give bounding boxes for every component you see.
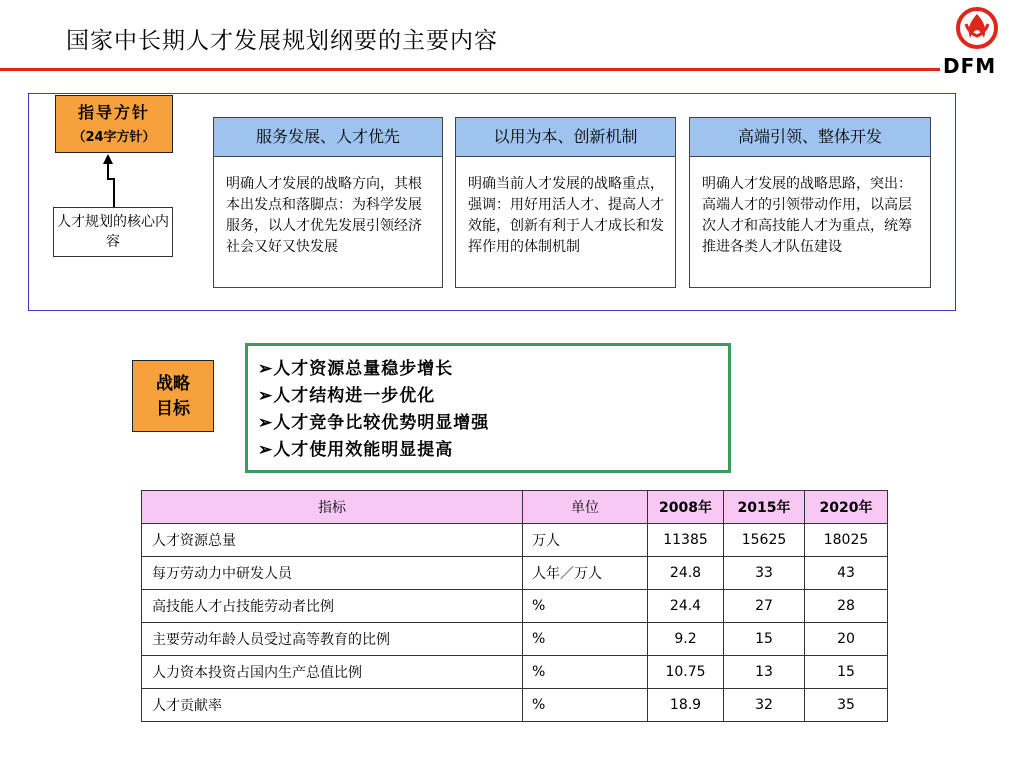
cell-indicator: 主要劳动年龄人员受过高等教育的比例 bbox=[142, 623, 523, 656]
cell-2020: 15 bbox=[805, 656, 888, 689]
cell-unit: % bbox=[523, 656, 648, 689]
goal-item: ➢人才资源总量稳步增长 bbox=[258, 359, 454, 379]
cell-2015: 15 bbox=[724, 623, 805, 656]
goal-item: ➢人才结构进一步优化 bbox=[258, 386, 436, 406]
table-header-row bbox=[142, 491, 888, 524]
column-3-body: 明确人才发展的战略思路，突出：高端人才的引领带动作用，以高层次人才和高技能人才为重点，统筹推进各类人才队伍建设 bbox=[689, 157, 931, 288]
cell-2020: 35 bbox=[805, 689, 888, 722]
cell-2020: 18025 bbox=[805, 524, 888, 557]
goal-label-line2: 目标 bbox=[156, 399, 190, 419]
guide-label-box bbox=[55, 95, 173, 153]
header-indicator: 指标 bbox=[142, 491, 523, 524]
cell-2015: 13 bbox=[724, 656, 805, 689]
header-2015: 2015年 bbox=[724, 491, 805, 524]
table-row bbox=[142, 590, 888, 623]
column-1-body: 明确人才发展的战略方向，其根本出发点和落脚点：为科学发展服务，以人才优先发展引领经济社会又好又快发展 bbox=[213, 157, 443, 288]
title-underline bbox=[0, 68, 940, 71]
page-title: 国家中长期人才发展规划纲要的主要内容 bbox=[66, 28, 498, 54]
cell-indicator: 人才资源总量 bbox=[142, 524, 523, 557]
cell-2020: 20 bbox=[805, 623, 888, 656]
bullet-arrow-icon: ➢ bbox=[258, 386, 274, 406]
cell-indicator: 人力资本投资占国内生产总值比例 bbox=[142, 656, 523, 689]
cell-2008: 24.8 bbox=[648, 557, 724, 590]
cell-2020: 43 bbox=[805, 557, 888, 590]
column-2-title: 以用为本、创新机制 bbox=[455, 117, 676, 157]
cell-indicator: 人才贡献率 bbox=[142, 689, 523, 722]
core-content-box: 人才规划的核心内容 bbox=[53, 207, 173, 257]
cell-unit: 人年／万人 bbox=[523, 557, 648, 590]
cell-2015: 33 bbox=[724, 557, 805, 590]
cell-2008: 10.75 bbox=[648, 656, 724, 689]
cell-2015: 32 bbox=[724, 689, 805, 722]
column-2-body: 明确当前人才发展的战略重点，强调：用好用活人才、提高人才效能，创新有利于人才成长和发挥作用的体制机制 bbox=[455, 157, 676, 288]
bullet-arrow-icon: ➢ bbox=[258, 440, 274, 460]
table-row bbox=[142, 524, 888, 557]
goal-item: ➢人才竞争比较优势明显增强 bbox=[258, 413, 490, 433]
metrics-table bbox=[141, 490, 888, 722]
header-2008: 2008年 bbox=[648, 491, 724, 524]
table-row bbox=[142, 689, 888, 722]
header-2020: 2020年 bbox=[805, 491, 888, 524]
cell-unit: % bbox=[523, 623, 648, 656]
goal-label-line1: 战略 bbox=[156, 374, 190, 394]
cell-indicator: 每万劳动力中研发人员 bbox=[142, 557, 523, 590]
table-row bbox=[142, 656, 888, 689]
strategic-goal-label bbox=[132, 360, 214, 432]
cell-unit: % bbox=[523, 590, 648, 623]
column-1-title: 服务发展、人才优先 bbox=[213, 117, 443, 157]
bullet-arrow-icon: ➢ bbox=[258, 413, 274, 433]
cell-2020: 28 bbox=[805, 590, 888, 623]
bullet-arrow-icon: ➢ bbox=[258, 359, 274, 379]
goal-item: ➢人才使用效能明显提高 bbox=[258, 440, 454, 460]
strategic-goal-list bbox=[245, 343, 731, 473]
guide-sub: （24字方针） bbox=[72, 130, 156, 145]
header-unit: 单位 bbox=[523, 491, 648, 524]
cell-2008: 9.2 bbox=[648, 623, 724, 656]
cell-unit: % bbox=[523, 689, 648, 722]
cell-2015: 15625 bbox=[724, 524, 805, 557]
cell-2008: 18.9 bbox=[648, 689, 724, 722]
table-row bbox=[142, 623, 888, 656]
cell-2008: 11385 bbox=[648, 524, 724, 557]
cell-unit: 万人 bbox=[523, 524, 648, 557]
cell-2008: 24.4 bbox=[648, 590, 724, 623]
cell-2015: 27 bbox=[724, 590, 805, 623]
logo-text: DFM bbox=[943, 54, 997, 78]
table-row bbox=[142, 557, 888, 590]
column-3-title: 高端引领、整体开发 bbox=[689, 117, 931, 157]
guide-label: 指导方针 bbox=[77, 103, 150, 122]
cell-indicator: 高技能人才占技能劳动者比例 bbox=[142, 590, 523, 623]
arrow-connector-v bbox=[113, 178, 115, 208]
